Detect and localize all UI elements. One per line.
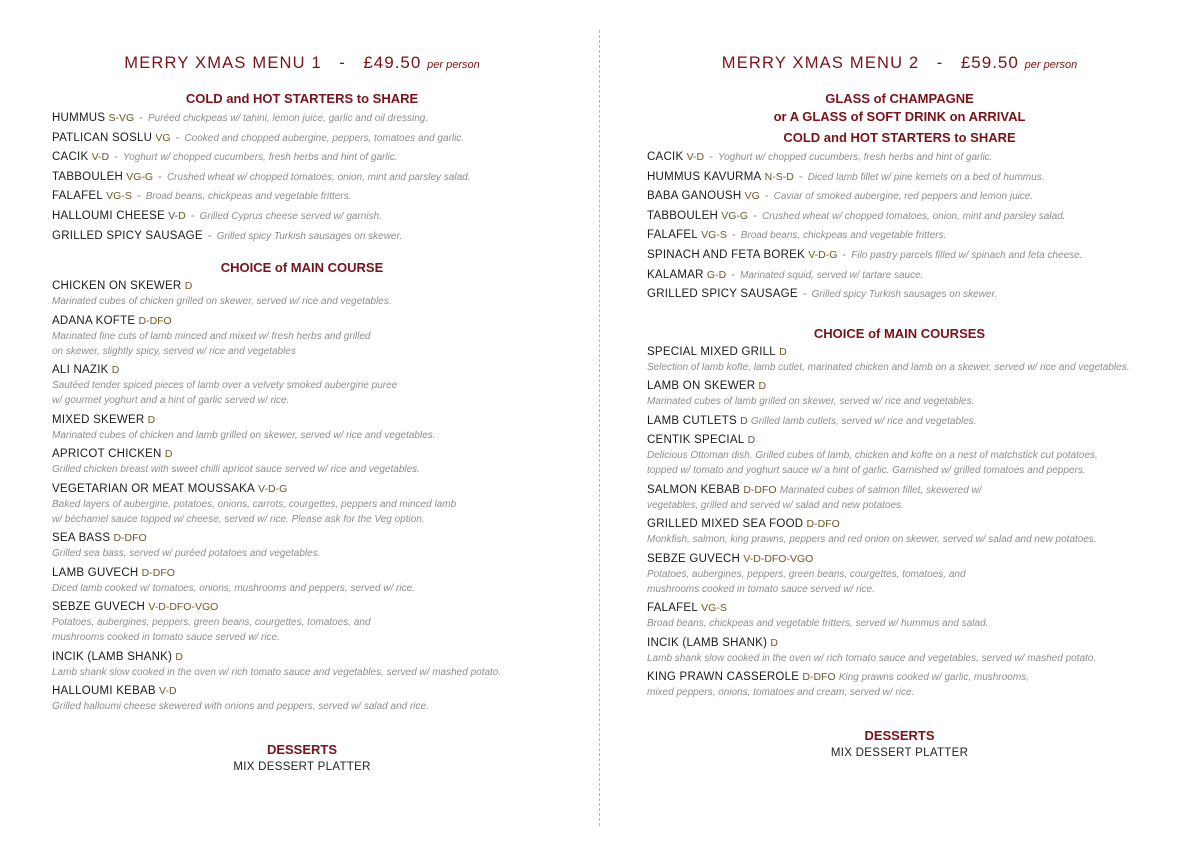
dietary-tag: VG-G [721, 209, 749, 222]
description-line: Marinated cubes of lamb grilled on skewer, served w/ rice and vegetables. [647, 396, 975, 408]
main-course-description [647, 394, 1152, 409]
description-line: Sautéed tender spiced pieces of lamb over a velvety smoked aubergine puree [52, 380, 398, 392]
menu-1-title-dash: - [339, 54, 346, 72]
main-course-header [52, 531, 552, 546]
starter-item [52, 109, 552, 129]
starter-name: KALAMAR [647, 268, 704, 281]
separator-dash: - [753, 209, 757, 222]
main-course-item [52, 279, 552, 309]
menu-1 [52, 52, 552, 775]
description-line: Marinated cubes of chicken grilled on skewer, served w/ rice and vegetables. [52, 296, 392, 308]
starter-description: Yoghurt w/ chopped cucumbers, fresh herbs and hint of garlic. [122, 152, 398, 164]
description-line: Potatoes, aubergines, peppers, green beans, courgettes, tomatoes, and [647, 568, 966, 580]
main-course-item [647, 379, 1152, 409]
main-course-description [52, 581, 552, 596]
main-course-description [647, 360, 1152, 375]
starter-description: Grilled spicy Turkish sausages on skewer. [811, 289, 998, 301]
main-course-name: SPECIAL MIXED GRILL [647, 345, 776, 358]
separator-dash: - [802, 288, 807, 301]
dietary-tag: D [164, 448, 173, 461]
separator-dash: - [190, 209, 195, 222]
main-course-header [52, 413, 552, 428]
menu-1-per-person: per person [427, 59, 480, 71]
starter-description: Cooked and chopped aubergine, peppers, tomatoes and garlic. [184, 132, 465, 144]
main-course-item [52, 566, 552, 596]
main-course-header [647, 379, 1152, 394]
main-course-name: CENTIK SPECIAL [647, 434, 745, 447]
dietary-tag: D [758, 380, 767, 393]
starter-item [52, 129, 552, 149]
starter-name: FALAFEL [647, 229, 698, 242]
main-course-item [647, 517, 1152, 547]
main-course-header [52, 482, 552, 497]
starter-description: Grilled Cyprus cheese served w/ garnish. [199, 210, 382, 222]
main-course-item [647, 483, 1152, 513]
dietary-tag: D [779, 345, 787, 358]
main-course-name: ALI NAZIK [52, 364, 109, 377]
main-course-item [647, 636, 1152, 666]
description-line: Selection of lamb kofte, lamb cutlet, marinated chicken and lamb on a skewer, served w/ rice and vegetables. [647, 361, 1130, 373]
menu-2-price: £59.50 [960, 53, 1019, 72]
main-course-item [647, 433, 1152, 478]
main-course-item [52, 531, 552, 561]
description-line: mixed peppers, onions, tomatoes and cream, served w/ rice. [647, 687, 915, 699]
description-line: Lamb shank slow cooked in the oven w/ rich tomato sauce and vegetables, served w/ mashed potato. [647, 652, 1097, 664]
dietary-tag: VG-S [701, 229, 727, 242]
main-course-description [52, 428, 552, 443]
dietary-tag: D [747, 434, 756, 447]
dietary-tag: D-DFO [806, 518, 840, 531]
main-course-inline-description: Grilled lamb cutlets, served w/ rice and vegetables. [750, 415, 977, 427]
main-course-item [647, 670, 1152, 700]
menu-2-mains-heading: CHOICE of MAIN COURSES [813, 325, 986, 341]
main-course-header [52, 684, 552, 699]
description-line: Marinated fine cuts of lamb minced and mixed w/ fresh herbs and grilled [52, 330, 371, 342]
dietary-tag: D-DFO [141, 566, 175, 579]
main-course-name: HALLOUMI KEBAB [52, 685, 156, 698]
dietary-tag: V-D-G [258, 482, 288, 495]
dietary-tag: VG [155, 131, 171, 144]
main-course-header [52, 600, 552, 615]
starter-item [647, 246, 1152, 266]
dietary-tag: VG-S [106, 190, 132, 203]
main-course-header [52, 363, 552, 378]
starter-item [647, 168, 1152, 188]
dietary-tag: VG-S [701, 602, 727, 615]
starter-name: SPINACH AND FETA BOREK [647, 248, 806, 261]
separator-dash: - [798, 170, 803, 183]
main-course-name: CHICKEN ON SKEWER [52, 280, 182, 293]
main-course-description [52, 329, 552, 359]
main-course-item [647, 552, 1152, 597]
dietary-tag: D-DFO [802, 671, 836, 684]
main-course-inline-description: King prawns cooked w/ garlic, mushrooms, [838, 672, 1029, 684]
main-course-header [647, 414, 1152, 429]
main-course-description [647, 448, 1152, 478]
menu-1-starters-list [52, 109, 552, 246]
main-course-header [647, 636, 1152, 651]
description-line: w/ gourmet yoghurt and a hint of garlic served w/ rice. [52, 395, 290, 407]
dietary-tag: D [147, 413, 156, 426]
main-course-inline-description: Marinated cubes of salmon fillet, skewered w/ [779, 484, 982, 496]
menu-2-dessert-item: MIX DESSERT PLATTER [830, 746, 969, 759]
starter-item [647, 285, 1152, 305]
dietary-tag: V-D [159, 685, 177, 698]
starter-name: GRILLED SPICY SAUSAGE [647, 288, 798, 301]
description-line: Grilled halloumi cheese skewered with onions and peppers, served w/ salad and rice. [52, 701, 429, 713]
main-course-name: INCIK (LAMB SHANK) [52, 650, 173, 663]
starter-item [52, 168, 552, 188]
main-course-name: SEBZE GUVECH [647, 552, 741, 565]
main-course-item [52, 413, 552, 443]
menu-2-title-line [647, 52, 1152, 74]
description-line: Diced lamb cooked w/ tomatoes, onions, mushrooms and peppers, served w/ rice. [52, 582, 415, 594]
main-course-description [647, 685, 1152, 700]
menu-1-desserts-heading: DESSERTS [266, 741, 338, 757]
starter-item [52, 207, 552, 227]
dietary-tag: VG [744, 190, 760, 203]
main-course-name: SALMON KEBAB [647, 483, 741, 496]
menu-2-per-person: per person [1024, 59, 1078, 71]
dietary-tag: N-S-D [764, 170, 794, 183]
column-divider [599, 30, 600, 826]
main-course-header [647, 552, 1152, 567]
menu-2-starters-list [647, 148, 1152, 305]
dietary-tag: D [770, 636, 778, 649]
main-course-header [647, 670, 1152, 685]
menu-1-mains-heading: CHOICE of MAIN COURSE [220, 260, 384, 276]
dietary-tag: V-D [91, 151, 110, 164]
description-line: Delicious Ottoman dish. Grilled cubes of lamb, chicken and kofte on a nest of matchstick cut potatoes, [647, 450, 1098, 462]
main-course-name: LAMB CUTLETS [647, 414, 737, 427]
main-course-description [647, 616, 1152, 631]
starter-name: HALLOUMI CHEESE [52, 209, 166, 222]
main-course-header [647, 345, 1152, 360]
main-course-item [52, 447, 552, 477]
description-line: mushrooms cooked in tomato sauce served w/ rice. [52, 632, 280, 644]
menu-2 [647, 52, 1152, 761]
menu-2-starters-heading: COLD and HOT STARTERS to SHARE [783, 130, 1016, 145]
main-course-name: MIXED SKEWER [52, 413, 145, 426]
description-line: mushrooms cooked in tomato sauce served w/ rice. [647, 583, 875, 595]
dietary-tag: V-D-DFO-VGO [743, 552, 814, 565]
main-course-header [647, 433, 1152, 448]
starter-name: CACIK [647, 151, 684, 163]
starter-name: PATLICAN SOSLU [52, 131, 153, 144]
main-course-header [52, 650, 552, 665]
starter-name: FALAFEL [52, 190, 103, 203]
main-course-item [647, 345, 1152, 375]
description-line: Broad beans, chickpeas and vegetable fritters, served w/ hummus and salad. [647, 618, 989, 630]
starter-name: HUMMUS KAVURMA [647, 170, 762, 183]
starter-name: TABBOULEH [52, 170, 124, 183]
separator-dash: - [709, 151, 713, 163]
starter-item [647, 148, 1152, 168]
starter-name: GRILLED SPICY SAUSAGE [52, 229, 203, 242]
main-course-description [52, 699, 552, 714]
menu-1-starters-heading: COLD and HOT STARTERS to SHARE [185, 91, 419, 106]
menu-1-title-line [52, 52, 552, 74]
main-course-item [52, 314, 552, 359]
main-course-name: SEBZE GUVECH [52, 601, 146, 614]
separator-dash: - [136, 190, 141, 203]
starter-name: BABA GANOUSH [647, 190, 742, 203]
starter-description: Grilled spicy Turkish sausages on skewer. [216, 230, 403, 242]
main-course-name: FALAFEL [647, 602, 698, 615]
description-line: Grilled sea bass, served w/ puréed potatoes and vegetables. [52, 548, 321, 560]
main-course-item [52, 684, 552, 714]
dietary-tag: G-D [706, 268, 727, 281]
main-course-name: APRICOT CHICKEN [52, 448, 162, 461]
menu-2-arrival-line-1: GLASS of CHAMPAGNE [825, 91, 974, 106]
starter-name: CACIK [52, 151, 89, 164]
main-course-description [52, 665, 552, 680]
menu-1-price: £49.50 [363, 53, 422, 72]
main-course-item [52, 650, 552, 680]
starter-item [647, 207, 1152, 227]
menu-2-arrival-line-2: or A GLASS of SOFT DRINK on ARRIVAL [773, 109, 1026, 124]
dietary-tag: VG-G [126, 170, 154, 183]
starter-name: TABBOULEH [647, 209, 719, 222]
dietary-tag: V-D-DFO-VGO [148, 601, 219, 614]
separator-dash: - [114, 151, 118, 164]
description-line: on skewer, slightly spicy, served w/ rice and vegetables [52, 345, 296, 357]
starter-description: Yoghurt w/ chopped cucumbers, fresh herbs and hint of garlic. [717, 152, 993, 163]
description-line: topped w/ tomato and yoghurt sauce w/ a hint of garlic. Garnished w/ grilled tomatoes and peppers. [647, 465, 1086, 477]
starter-name: HUMMUS [52, 112, 106, 124]
main-course-description [52, 615, 552, 645]
menu-2-desserts-heading: DESSERTS [864, 727, 935, 743]
description-line: Grilled chicken breast with sweet chilli apricot sauce served w/ rice and vegetables. [52, 464, 420, 476]
starter-item [647, 187, 1152, 207]
starter-description: Crushed wheat w/ chopped tomatoes, onion, mint and parsley salad. [166, 171, 471, 183]
starter-description: Filo pastry parcels filled w/ spinach and feta cheese. [851, 249, 1083, 261]
main-course-item [647, 414, 1152, 429]
starter-description: Crushed wheat w/ chopped tomatoes, onion, mint and parsley salad. [761, 210, 1066, 222]
main-course-description [52, 294, 552, 309]
main-course-header [52, 314, 552, 329]
main-course-name: GRILLED MIXED SEA FOOD [647, 518, 804, 531]
main-course-header [52, 566, 552, 581]
main-course-name: LAMB GUVECH [52, 566, 139, 579]
dietary-tag: D [175, 650, 183, 663]
description-line: Lamb shank slow cooked in the oven w/ rich tomato sauce and vegetables, served w/ mashed potato. [52, 666, 502, 678]
main-course-description [52, 546, 552, 561]
menu-2-title: MERRY XMAS MENU 2 [721, 54, 920, 72]
menu-1-mains-list [52, 279, 552, 714]
menu-2-mains-list [647, 345, 1152, 701]
main-course-description [647, 498, 1152, 513]
main-course-description [52, 378, 552, 408]
separator-dash: - [207, 229, 212, 242]
description-line: Marinated cubes of chicken and lamb grilled on skewer, served w/ rice and vegetables. [52, 429, 436, 441]
starter-description: Broad beans, chickpeas and vegetable fritters. [145, 191, 352, 203]
main-course-header [647, 483, 1152, 498]
menu-1-title: MERRY XMAS MENU 1 [124, 54, 322, 72]
main-course-item [52, 600, 552, 645]
menu-2-title-dash: - [936, 54, 944, 72]
main-course-item [647, 601, 1152, 631]
main-course-description [647, 651, 1152, 666]
dietary-tag: D-DFO [138, 314, 172, 327]
separator-dash: - [842, 248, 847, 261]
separator-dash: - [731, 229, 736, 242]
dietary-tag: V-D-G [808, 248, 838, 261]
separator-dash: - [764, 190, 769, 203]
main-course-header [647, 517, 1152, 532]
dietary-tag: D-DFO [113, 532, 147, 545]
main-course-description [52, 497, 552, 527]
dietary-tag: D [111, 364, 120, 377]
description-line: Baked layers of aubergine, potatoes, onions, carrots, courgettes, peppers and minced lamb [52, 498, 457, 510]
main-course-name: KING PRAWN CASSEROLE [647, 671, 800, 684]
main-course-description [647, 532, 1152, 547]
main-course-description [647, 567, 1152, 597]
separator-dash: - [731, 268, 736, 281]
main-course-name: INCIK (LAMB SHANK) [647, 636, 768, 649]
starter-description: Marinated squid, served w/ tartare sauce. [740, 269, 924, 281]
starter-item [52, 227, 552, 247]
main-course-header [52, 279, 552, 294]
main-course-item [52, 363, 552, 408]
menu-1-dessert-item: MIX DESSERT PLATTER [233, 760, 371, 773]
separator-dash: - [139, 112, 143, 124]
starter-item [52, 148, 552, 168]
main-course-description [52, 462, 552, 477]
description-line: Monkfish, salmon, king prawns, peppers and red onion on skewer, served w/ salad and new potatoes. [647, 534, 1097, 546]
main-course-item [52, 482, 552, 527]
main-course-name: VEGETARIAN OR MEAT MOUSSAKA [52, 482, 255, 495]
main-course-header [647, 601, 1152, 616]
main-course-name: ADANA KOFTE [52, 314, 136, 327]
starter-description: Caviar of smoked aubergine, red peppers and lemon juice. [773, 191, 1034, 203]
starter-item [647, 226, 1152, 246]
main-course-name: SEA BASS [52, 532, 111, 545]
dietary-tag: D-DFO [743, 483, 777, 496]
dietary-tag: D [740, 414, 748, 427]
starter-item [647, 266, 1152, 286]
description-line: w/ béchamel sauce topped w/ cheese, served w/ rice. Please ask for the Veg option. [52, 513, 425, 525]
dietary-tag: S-VG [108, 112, 135, 124]
dietary-tag: V-D [686, 151, 705, 163]
main-course-name: LAMB ON SKEWER [647, 380, 756, 393]
starter-item [52, 187, 552, 207]
separator-dash: - [175, 131, 180, 144]
starter-description: Broad beans, chickpeas and vegetable fritters. [740, 230, 947, 242]
separator-dash: - [158, 170, 162, 183]
dietary-tag: D [184, 280, 193, 293]
description-line: Potatoes, aubergines, peppers, green beans, courgettes, tomatoes, and [52, 617, 371, 629]
dietary-tag: V-D [168, 209, 186, 222]
description-line: vegetables, grilled and served w/ salad and new potatoes. [647, 499, 904, 511]
starter-description: Diced lamb fillet w/ pine kernels on a bed of hummus. [807, 171, 1045, 183]
main-course-header [52, 447, 552, 462]
starter-description: Puréed chickpeas w/ tahini, lemon juice, garlic and oil dressing. [147, 113, 429, 124]
